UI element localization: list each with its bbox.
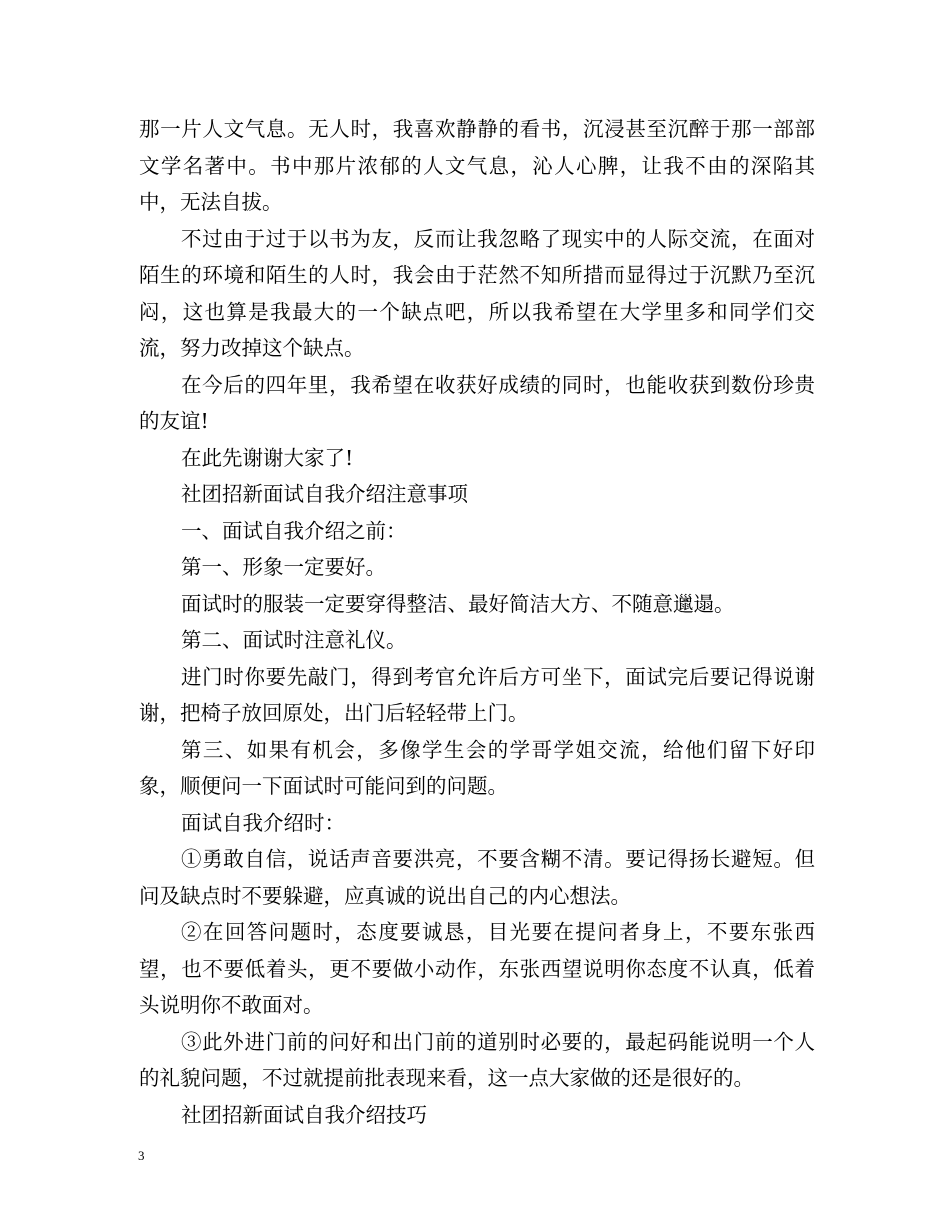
body-text [139, 111, 815, 1133]
list-point: 第一、形象一定要好。 [181, 555, 386, 579]
list-point: ②在回答问题时，态度要诚恳，目光要在提问者身上，不要东张西望，也不要低着头，更不要做小动作，东张西望说明你态度不认真，低着头说明你不敢面对。 [139, 920, 815, 1017]
paragraph: 在此先谢谢大家了! [181, 445, 354, 470]
paragraph: 面试时的服装一定要穿得整洁、最好简洁大方、不随意邋遢。 [181, 591, 735, 616]
section-heading: 社团招新面试自我介绍技巧 [181, 1102, 427, 1127]
list-point: 第二、面试时注意礼仪。 [181, 628, 407, 652]
list-point: ③此外进门前的问好和出门前的道别时必要的，最起码能说明一个人的礼貌问题，不过就提前批表现来看，这一点大家做的还是很好的。 [139, 1029, 815, 1090]
paragraph: 在今后的四年里，我希望在收获好成绩的同时，也能收获到数份珍贵的友谊! [139, 372, 815, 433]
list-point: ①勇敢自信，说话声音要洪亮，不要含糊不清。要记得扬长避短。但问及缺点时不要躲避，应真诚的说出自己的内心想法。 [139, 847, 815, 908]
paragraph: 不过由于过于以书为友，反而让我忽略了现实中的人际交流，在面对陌生的环境和陌生的人时，我会由于茫然不知所措而显得过于沉默乃至沉闷，这也算是我最大的一个缺点吧，所以我希望在大学里多和同学们交流，努力改掉这个缺点。 [139, 226, 815, 360]
subsection-heading: 面试自我介绍时： [181, 810, 345, 835]
paragraph: 进门时你要先敲门，得到考官允许后方可坐下，面试完后要记得说谢谢，把椅子放回原处，出门后轻轻带上门。 [139, 664, 815, 725]
subsection-heading: 一、面试自我介绍之前： [181, 518, 407, 543]
page-number: 3 [138, 1148, 145, 1163]
paragraph: 那一片人文气息。无人时，我喜欢静静的看书，沉浸甚至沉醉于那一部部文学名著中。书中那片浓郁的人文气息，沁人心脾，让我不由的深陷其中，无法自拔。 [139, 117, 815, 214]
list-point: 第三、如果有机会，多像学生会的学哥学姐交流，给他们留下好印象，顺便问一下面试时可能问到的问题。 [139, 737, 815, 798]
section-heading: 社团招新面试自我介绍注意事项 [181, 482, 468, 506]
